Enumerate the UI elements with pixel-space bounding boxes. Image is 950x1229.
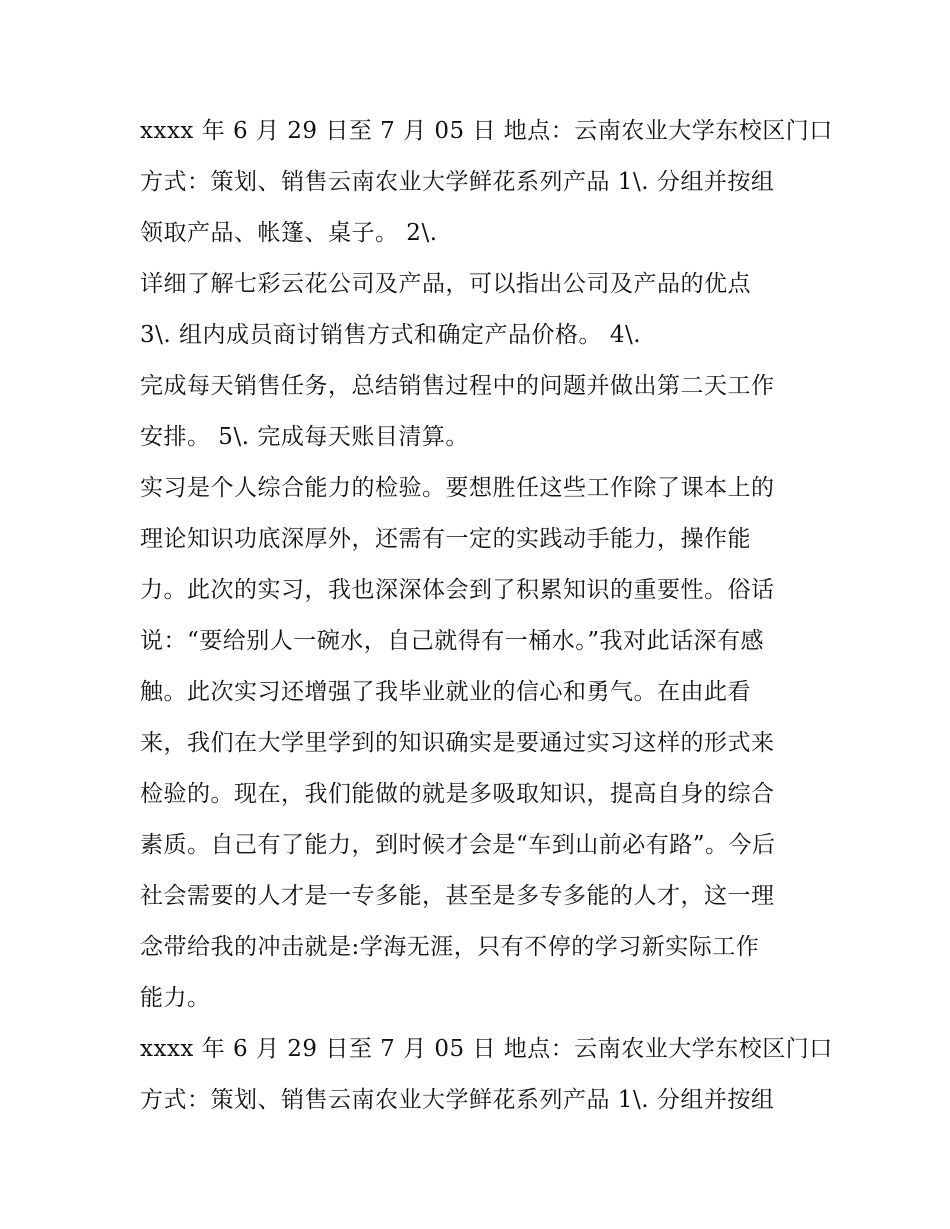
text-line-5: 3\. 组内成员商讨销售方式和确定产品价格。 4\. — [140, 322, 642, 348]
text-line-11: 说：“要给别人一碗水，自己就得有一桶水。”我对此话深有感 — [140, 628, 765, 654]
text-line-12: 触。此次实习还增强了我毕业就业的信心和勇气。在由此看 — [140, 679, 751, 705]
text-line-2: 方式：策划、销售云南农业大学鲜花系列产品 1\. 分组并按组 — [140, 169, 775, 195]
text-line-1: xxxx 年 6 月 29 日至 7 月 05 日 地点：云南农业大学东校区门口 — [140, 118, 833, 144]
text-line-17: 念带给我的冲击就是:学海无涯，只有不停的学习新实际工作 — [140, 934, 760, 960]
text-line-14: 检验的。现在，我们能做的就是多吸取知识，提高自身的综合 — [140, 781, 775, 807]
text-line-6: 完成每天销售任务，总结销售过程中的问题并做出第二天工作 — [140, 373, 775, 399]
text-line-9: 理论知识功底深厚外，还需有一定的实践动手能力，操作能 — [140, 526, 751, 552]
text-line-19: xxxx 年 6 月 29 日至 7 月 05 日 地点：云南农业大学东校区门口 — [140, 1036, 833, 1062]
document-body — [140, 106, 833, 1126]
text-line-20: 方式：策划、销售云南农业大学鲜花系列产品 1\. 分组并按组 — [140, 1087, 775, 1113]
text-line-4: 详细了解七彩云花公司及产品，可以指出公司及产品的优点 — [140, 271, 751, 297]
text-line-15: 素质。自己有了能力，到时候才会是“车到山前必有路”。今后 — [140, 832, 776, 858]
text-line-10: 力。此次的实习，我也深深体会到了积累知识的重要性。俗话 — [140, 577, 775, 603]
text-line-3: 领取产品、帐篷、桌子。 2\. — [140, 220, 438, 246]
text-line-18: 能力。 — [140, 985, 211, 1011]
text-line-16: 社会需要的人才是一专多能，甚至是多专多能的人才，这一理 — [140, 883, 775, 909]
text-line-13: 来，我们在大学里学到的知识确实是要通过实习这样的形式来 — [140, 730, 775, 756]
text-line-8: 实习是个人综合能力的检验。要想胜任这些工作除了课本上的 — [140, 475, 775, 501]
text-line-7: 安排。 5\. 完成每天账目清算。 — [140, 424, 469, 450]
